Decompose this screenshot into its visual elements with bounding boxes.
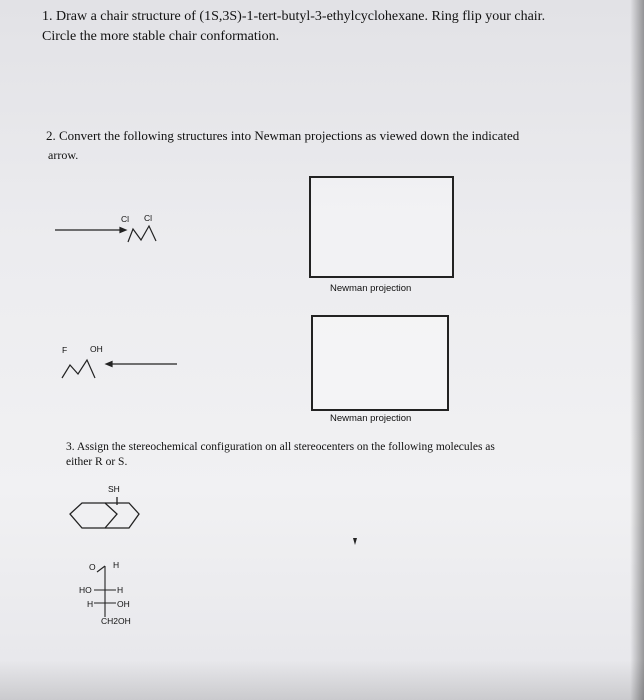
structure1-bonds (128, 226, 156, 242)
fischer-label-ch2oh: CH2OH (101, 616, 131, 626)
structure1-label-cl-right: Cl (144, 213, 153, 223)
newman-caption-2: Newman projection (330, 413, 412, 424)
fischer-label-ho: HO (79, 585, 92, 595)
fischer-label-o: O (89, 562, 96, 572)
newman-box-2 (311, 315, 449, 411)
bicyclic-label-sh: SH (108, 484, 120, 494)
structure2-label-f: F (62, 345, 68, 355)
q1-line1: 1. Draw a chair structure of (1S,3S)-1-tert-butyl-3-ethylcyclohexane. Ring flip your chair. (42, 9, 546, 24)
structure1-arrow (55, 228, 126, 233)
bicyclic-molecule (70, 497, 139, 528)
fischer-label-top-h: H (113, 560, 120, 570)
q2-line1: 2. Convert the following structures into Newman projections as viewed down the indicated (46, 128, 520, 143)
newman-box-1 (309, 176, 454, 278)
structure2-label-oh: OH (90, 344, 103, 354)
fischer-bonds (94, 566, 116, 617)
q2-line2: arrow. (48, 148, 79, 162)
fischer-label-row2-h: H (87, 599, 94, 609)
page-shadow-bottom (0, 660, 644, 700)
newman-caption-1: Newman projection (330, 283, 412, 294)
structure2-bonds (62, 360, 95, 378)
stray-mark (353, 538, 357, 545)
page-shadow-right (630, 0, 644, 700)
q1-line2: Circle the more stable chair conformation. (42, 29, 280, 44)
q3-line1: 3. Assign the stereochemical configuration on all stereocenters on the following molecules as (66, 441, 495, 453)
q3-line2: either R or S. (66, 456, 128, 468)
structure2-arrow (106, 362, 177, 367)
structure1-label-cl-left: Cl (121, 214, 130, 224)
fischer-label-row1-h: H (117, 585, 124, 595)
fischer-label-oh: OH (117, 599, 130, 609)
